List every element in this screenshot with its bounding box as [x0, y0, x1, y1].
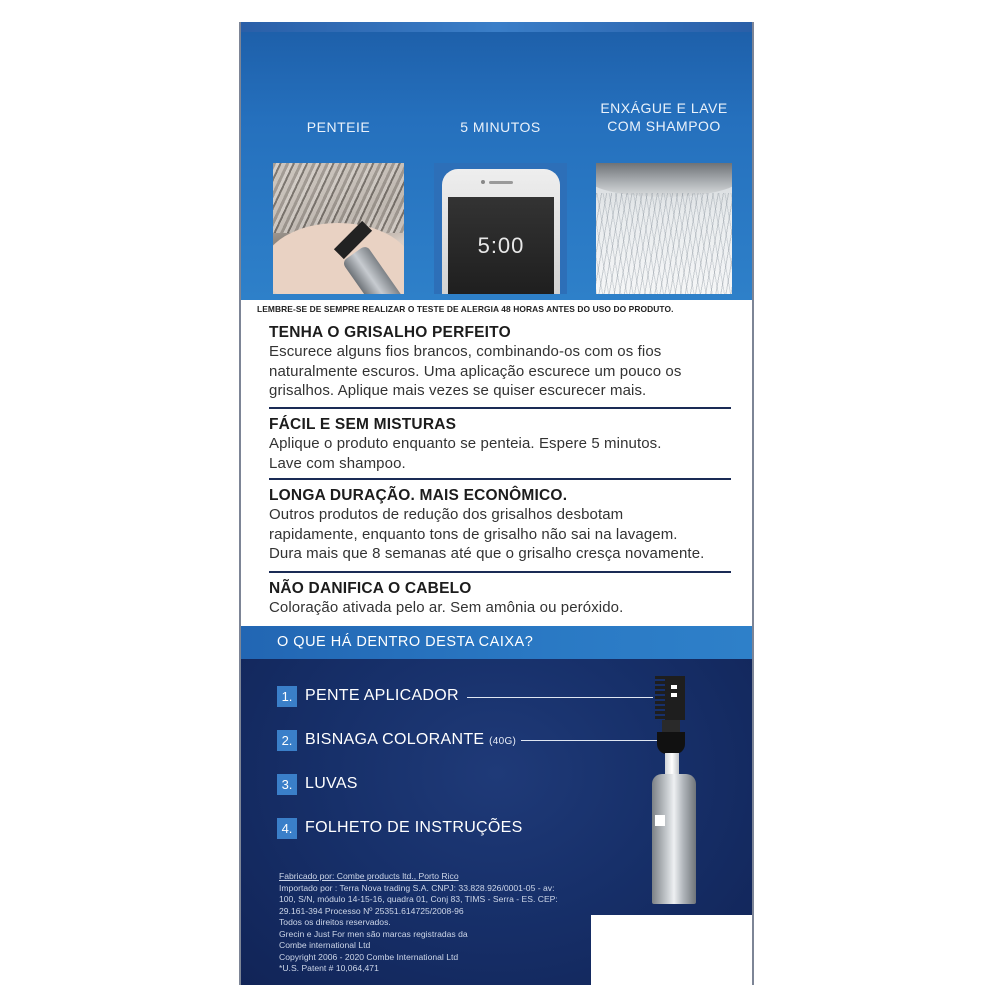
- legal-line: Grecin e Just For men são marcas registradas da: [279, 928, 468, 939]
- color-tube-icon: [652, 774, 696, 904]
- step-1-label: PENTEIE: [306, 119, 371, 135]
- step-3-label-line2: COM SHAMPOO: [607, 118, 721, 134]
- item-number-badge: 2.: [277, 730, 297, 751]
- phone-screen: [448, 197, 554, 294]
- manufacturer-line: Fabricado por: Combe products ltd., Porto Rico: [279, 871, 459, 881]
- section-line: Coloração ativada pelo ar. Sem amônia ou peróxido.: [269, 599, 624, 616]
- band-top-shine: [241, 22, 752, 32]
- item-weight-note: (40G): [489, 736, 517, 747]
- item-label: FOLHETO DE INSTRUÇÕES: [305, 819, 523, 836]
- tube-nozzle: [665, 753, 679, 775]
- section-divider: [269, 407, 731, 409]
- item-label: PENTE APLICADOR: [305, 687, 459, 704]
- legal-line: Combe international Ltd: [279, 940, 371, 950]
- section-line: Outros produtos de redução dos grisalhos desbotam: [269, 506, 624, 523]
- comb-marker: [671, 685, 677, 689]
- section-line: Aplique o produto enquanto se penteia. Espere 5 minutos.: [269, 435, 662, 452]
- section-title: FÁCIL E SEM MISTURAS: [269, 416, 457, 433]
- legal-line: *U.S. Patent # 10,064,471: [279, 963, 379, 973]
- step-3-label-line1: ENXÁGUE E LAVE: [600, 100, 728, 116]
- barcode-area: [591, 915, 752, 985]
- water-spray: [596, 193, 732, 294]
- legal-line: Importado por : Terra Nova trading S.A. CNPJ: 33.828.926/0001-05 - av:: [279, 882, 555, 893]
- section-line: rapidamente, enquanto tons de grisalho não sai na lavagem.: [269, 525, 678, 543]
- item-label: LUVAS: [305, 775, 358, 792]
- comb-marker: [671, 693, 677, 697]
- inside-box-heading: O QUE HÁ DENTRO DESTA CAIXA?: [277, 634, 534, 650]
- inside-box-heading-bar: [241, 626, 752, 659]
- section-line: Lave com shampoo.: [269, 454, 406, 472]
- legal-line: Todos os direitos reservados.: [279, 917, 391, 927]
- applicator-neck: [662, 720, 680, 732]
- section-line: Dura mais que 8 semanas até que o grisalho cresça novamente.: [269, 545, 705, 562]
- section-line: grisalhos. Aplique mais vezes se quiser escurecer mais.: [269, 382, 647, 399]
- phone-camera: [481, 180, 485, 184]
- item-number-badge: 1.: [277, 686, 297, 707]
- section-easy-no-mix: [269, 415, 739, 473]
- item-label-wrap: [305, 731, 516, 749]
- step-3-label: [596, 99, 732, 135]
- legal-line: Copyright 2006 - 2020 Combe International Ltd: [279, 951, 459, 962]
- applicator-comb-icon: [655, 676, 685, 720]
- smartphone-icon: [442, 169, 560, 294]
- item-number-badge: 4.: [277, 818, 297, 839]
- tube-label-patch: [655, 815, 665, 826]
- timer-readout: 5:00: [477, 233, 525, 258]
- section-no-damage: [269, 579, 739, 618]
- item-label: BISNAGA COLORANTE: [305, 731, 485, 748]
- section-title: LONGA DURAÇÃO. MAIS ECONÔMICO.: [269, 487, 568, 504]
- combing-hair-photo: [273, 163, 404, 294]
- section-line: Escurece alguns fios brancos, combinando-os com os fios: [269, 343, 662, 360]
- legal-text: [279, 871, 579, 975]
- section-divider: [269, 478, 731, 480]
- phone-speaker: [489, 181, 513, 184]
- section-long-lasting: [269, 486, 739, 564]
- comb-teeth: [655, 676, 665, 720]
- leader-line-tube: [521, 740, 659, 741]
- box-right-edge: [752, 22, 754, 985]
- steps-band: [241, 22, 752, 300]
- legal-line: 100, S/N, módulo 14-15-16, quadra 01, Conj 83, TIMS - Serra - ES. CEP:: [279, 894, 558, 904]
- item-number-badge: 3.: [277, 774, 297, 795]
- product-box-back: [241, 22, 752, 985]
- applicator-collar: [657, 732, 685, 754]
- allergy-warning: LEMBRE-SE DE SEMPRE REALIZAR O TESTE DE ALERGIA 48 HORAS ANTES DO USO DO PRODUTO.: [257, 304, 674, 314]
- section-divider: [269, 571, 731, 573]
- shower-head-photo: [596, 163, 732, 294]
- shower-head-icon: [596, 163, 732, 197]
- section-line: naturalmente escuros. Uma aplicação escurece um pouco os: [269, 362, 682, 380]
- section-title: NÃO DANIFICA O CABELO: [269, 580, 472, 597]
- legal-line: 29.161-394 Processo Nº 25351.614725/2008-96: [279, 905, 464, 916]
- section-perfect-gray: [269, 323, 739, 401]
- smartphone-timer-photo: [434, 163, 567, 294]
- leader-line-comb: [467, 697, 653, 698]
- step-2-label: 5 MINUTOS: [460, 119, 541, 135]
- section-title: TENHA O GRISALHO PERFEITO: [269, 324, 511, 341]
